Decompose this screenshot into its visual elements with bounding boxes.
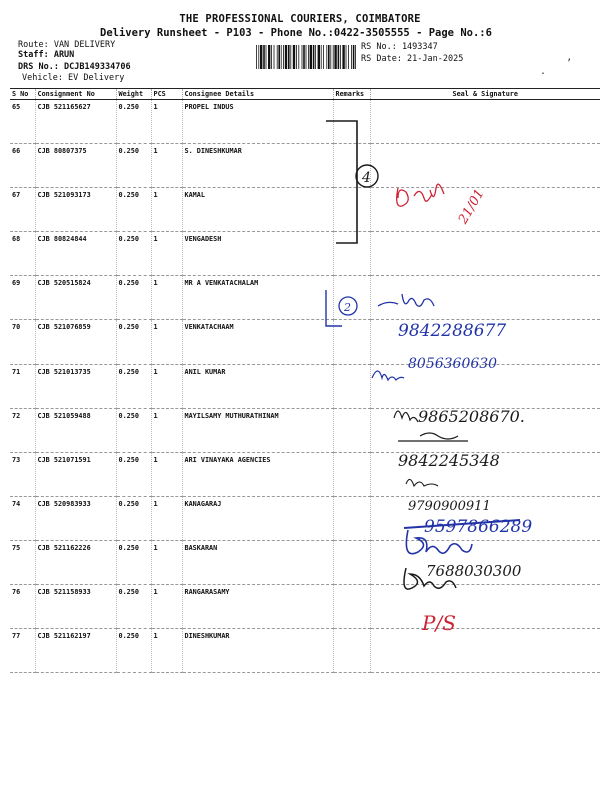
row-signature — [370, 232, 600, 276]
handwritten-phone: 7688030300 — [426, 562, 522, 580]
barcode-bar — [348, 45, 349, 69]
barcode-bar — [283, 45, 284, 69]
row-pcs: 1 — [151, 496, 182, 540]
row-sno: 76 — [10, 585, 35, 629]
table-row — [10, 629, 600, 673]
row-pcs: 1 — [151, 452, 182, 496]
barcode-bar — [326, 45, 327, 69]
signature-date: 21/01 — [455, 186, 488, 227]
barcode-bar — [288, 45, 290, 69]
row-consignment: CJB 521059488 — [35, 408, 116, 452]
dot-mark: . — [540, 66, 547, 77]
row-consignment: CJB 521165627 — [35, 100, 116, 144]
row-pcs: 1 — [151, 144, 182, 188]
handwritten-phone: 9842245348 — [398, 451, 500, 470]
barcode-bar — [278, 45, 280, 69]
handwritten-phone: 9842288677 — [398, 321, 507, 341]
table-row — [10, 585, 600, 629]
table-row — [10, 232, 600, 276]
route-label: Route: VAN DELIVERY — [18, 40, 116, 50]
row-consignment: CJB 521162197 — [35, 629, 116, 673]
rs-number: RS No.: 1493347 — [361, 42, 438, 52]
row-pcs: 1 — [151, 320, 182, 364]
barcode — [256, 45, 356, 69]
barcode-bar — [285, 45, 287, 69]
barcode-bar — [306, 45, 307, 69]
row-weight: 0.250 — [116, 144, 151, 188]
row-sno: 67 — [10, 188, 35, 232]
barcode-bar — [310, 45, 312, 69]
row-remarks — [333, 540, 370, 584]
barcode-bar — [274, 45, 275, 69]
row-sno: 73 — [10, 452, 35, 496]
row-sno: 75 — [10, 540, 35, 584]
barcode-bar — [281, 45, 282, 69]
barcode-bar — [313, 45, 315, 69]
row-signature — [370, 496, 600, 540]
barcode-bar — [277, 45, 278, 69]
row-consignment: CJB 521076859 — [35, 320, 116, 364]
col-sno: S No — [10, 89, 35, 100]
barcode-bar — [303, 45, 305, 69]
row-remarks — [333, 452, 370, 496]
rs-date: RS Date: 21-Jan-2025 — [361, 54, 464, 64]
row-remarks — [333, 629, 370, 673]
row-weight: 0.250 — [116, 629, 151, 673]
row-consignment: CJB 520983933 — [35, 496, 116, 540]
handwritten-phone: 9597866289 — [424, 517, 533, 537]
runsheet-title: Delivery Runsheet - P103 - Phone No.:0422-3505555 - Page No.:6 — [100, 27, 492, 39]
circled-count-text: 2 — [344, 301, 351, 314]
table-row — [10, 144, 600, 188]
row-remarks — [333, 364, 370, 408]
barcode-bar — [263, 45, 265, 69]
row-consignee: ANIL KUMAR — [182, 364, 333, 408]
barcode-bar — [260, 45, 262, 69]
tick-mark: ’ — [566, 58, 573, 69]
row-weight: 0.250 — [116, 100, 151, 144]
row-signature — [370, 320, 600, 364]
barcode-bar — [333, 45, 334, 69]
barcode-bar — [308, 45, 309, 69]
barcode-bar — [351, 45, 352, 69]
row-sno: 74 — [10, 496, 35, 540]
row-remarks — [333, 408, 370, 452]
row-consignment: CJB 521093173 — [35, 188, 116, 232]
row-remarks — [333, 496, 370, 540]
col-consignment: Consignment No — [35, 89, 116, 100]
row-sno: 77 — [10, 629, 35, 673]
barcode-bar — [298, 45, 299, 69]
col-remarks: Remarks — [333, 89, 370, 100]
company-title: THE PROFESSIONAL COURIERS, COIMBATORE — [179, 13, 421, 25]
barcode-bar — [271, 45, 272, 69]
barcode-bar — [323, 45, 324, 69]
row-consignment: CJB 80807375 — [35, 144, 116, 188]
row-signature — [370, 408, 600, 452]
row-consignee: VENKATACHAAM — [182, 320, 333, 364]
handwritten-phone: 9790900911 — [408, 499, 491, 514]
col-pcs: PCS — [151, 89, 182, 100]
row-consignee: S. DINESHKUMAR — [182, 144, 333, 188]
row-remarks — [333, 320, 370, 364]
row-signature — [370, 540, 600, 584]
row-weight: 0.250 — [116, 496, 151, 540]
row-pcs: 1 — [151, 585, 182, 629]
row-pcs: 1 — [151, 188, 182, 232]
row-consignment: CJB 521158933 — [35, 585, 116, 629]
col-consignee: Consignee Details — [182, 89, 333, 100]
runsheet-table — [10, 88, 600, 673]
barcode-bar — [256, 45, 257, 69]
row-remarks — [333, 276, 370, 320]
row-consignee: ARI VINAYAKA AGENCIES — [182, 452, 333, 496]
vehicle-label: Vehicle: EV Delivery — [22, 73, 125, 83]
row-sno: 71 — [10, 364, 35, 408]
row-weight: 0.250 — [116, 408, 151, 452]
table-row — [10, 188, 600, 232]
col-weight: Weight — [116, 89, 151, 100]
row-signature — [370, 276, 600, 320]
row-pcs: 1 — [151, 276, 182, 320]
barcode-bar — [315, 45, 316, 69]
row-remarks — [333, 232, 370, 276]
row-signature — [370, 144, 600, 188]
drs-number: DRS No.: DCJB149334706 — [18, 62, 131, 72]
row-consignment: CJB 80824844 — [35, 232, 116, 276]
row-pcs: 1 — [151, 100, 182, 144]
row-consignee: MAYILSAMY MUTHURATHINAM — [182, 408, 333, 452]
row-weight: 0.250 — [116, 540, 151, 584]
barcode-bar — [340, 45, 341, 69]
table-row — [10, 452, 600, 496]
table-row — [10, 100, 600, 144]
barcode-bar — [330, 45, 331, 69]
table-row — [10, 364, 600, 408]
row-signature — [370, 452, 600, 496]
row-remarks — [333, 144, 370, 188]
col-signature: Seal & Signature — [370, 89, 600, 100]
row-consignee: RANGARASAMY — [182, 585, 333, 629]
row-weight: 0.250 — [116, 320, 151, 364]
row-weight: 0.250 — [116, 188, 151, 232]
table-row — [10, 320, 600, 364]
row-sno: 69 — [10, 276, 35, 320]
row-pcs: 1 — [151, 540, 182, 584]
table-row — [10, 496, 600, 540]
row-consignee: DINESHKUMAR — [182, 629, 333, 673]
barcode-bar — [328, 45, 330, 69]
row-weight: 0.250 — [116, 452, 151, 496]
row-signature — [370, 364, 600, 408]
row-signature — [370, 585, 600, 629]
row-consignee: MR A VENKATACHALAM — [182, 276, 333, 320]
row-pcs: 1 — [151, 364, 182, 408]
barcode-bar — [318, 45, 320, 69]
barcode-bar — [268, 45, 270, 69]
row-remarks — [333, 585, 370, 629]
barcode-bar — [334, 45, 336, 69]
row-weight: 0.250 — [116, 585, 151, 629]
row-weight: 0.250 — [116, 364, 151, 408]
row-sno: 70 — [10, 320, 35, 364]
row-consignment: CJB 521162226 — [35, 540, 116, 584]
barcode-bar — [342, 45, 344, 69]
barcode-bar — [266, 45, 267, 69]
circled-count-text: 4 — [362, 170, 371, 186]
barcode-bar — [302, 45, 303, 69]
row-consignee: KANAGARAJ — [182, 496, 333, 540]
row-consignment: CJB 520515824 — [35, 276, 116, 320]
row-consignee: VENGADESH — [182, 232, 333, 276]
table-row — [10, 276, 600, 320]
handwritten-note: P/S — [422, 611, 456, 635]
barcode-bar — [355, 45, 356, 69]
row-consignee: PROPEL INDUS — [182, 100, 333, 144]
row-weight: 0.250 — [116, 232, 151, 276]
row-pcs: 1 — [151, 408, 182, 452]
barcode-bar — [258, 45, 259, 69]
row-remarks — [333, 100, 370, 144]
row-consignment: CJB 521071591 — [35, 452, 116, 496]
row-sno: 68 — [10, 232, 35, 276]
row-signature — [370, 629, 600, 673]
barcode-bar — [338, 45, 340, 69]
row-pcs: 1 — [151, 629, 182, 673]
barcode-bar — [296, 45, 297, 69]
row-sno: 66 — [10, 144, 35, 188]
row-weight: 0.250 — [116, 276, 151, 320]
barcode-bar — [321, 45, 322, 69]
row-signature — [370, 100, 600, 144]
barcode-bar — [346, 45, 347, 69]
staff-label: Staff: ARUN — [18, 50, 75, 60]
table-header-row — [10, 89, 600, 100]
handwritten-phone: 8056360630 — [408, 356, 498, 372]
row-sno: 65 — [10, 100, 35, 144]
row-signature — [370, 188, 600, 232]
table-row — [10, 540, 600, 584]
barcode-bar — [290, 45, 291, 69]
row-pcs: 1 — [151, 232, 182, 276]
row-consignee: BASKARAN — [182, 540, 333, 584]
row-consignee: KAMAL — [182, 188, 333, 232]
table-row — [10, 408, 600, 452]
row-consignment: CJB 521013735 — [35, 364, 116, 408]
barcode-bar — [353, 45, 355, 69]
row-sno: 72 — [10, 408, 35, 452]
row-remarks — [333, 188, 370, 232]
handwritten-phone: 9865208670. — [418, 407, 525, 426]
barcode-bar — [293, 45, 295, 69]
